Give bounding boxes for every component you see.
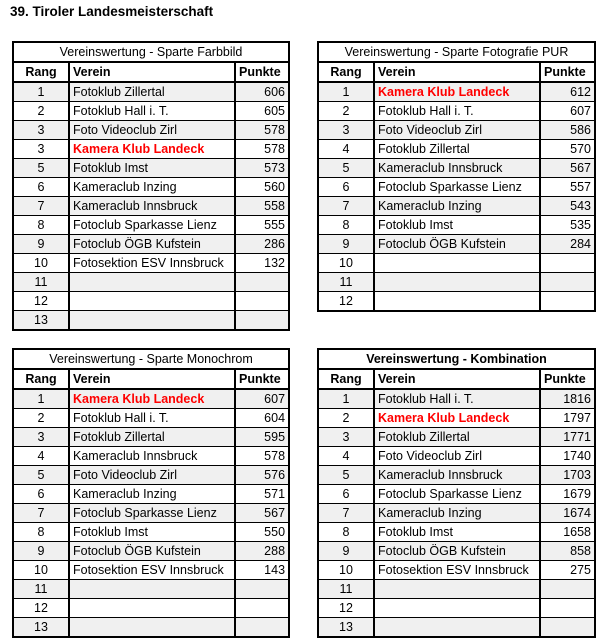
points-cell (235, 580, 289, 599)
rank-cell: 11 (13, 273, 69, 292)
table-row (318, 140, 595, 159)
points-cell: 595 (235, 428, 289, 447)
table-row (318, 409, 595, 428)
club-cell (374, 618, 540, 638)
rank-cell: 9 (13, 235, 69, 254)
rank-cell: 7 (318, 504, 374, 523)
club-cell: Kamera Klub Landeck (374, 82, 540, 102)
club-cell: Fotoclub Sparkasse Lienz (69, 504, 235, 523)
table-row (13, 466, 289, 485)
points-cell (235, 292, 289, 311)
rank-cell: 10 (13, 561, 69, 580)
club-cell: Foto Videoclub Zirl (374, 447, 540, 466)
table-row (13, 292, 289, 311)
column-header-rang: Rang (318, 62, 374, 82)
points-cell: 578 (235, 447, 289, 466)
rank-cell: 1 (13, 389, 69, 409)
club-cell: Kamera Klub Landeck (69, 140, 235, 159)
table-row (13, 523, 289, 542)
rank-cell: 12 (318, 599, 374, 618)
club-cell: Fotosektion ESV Innsbruck (69, 561, 235, 580)
points-cell (235, 618, 289, 638)
column-header-punkte: Punkte (540, 62, 595, 82)
table-row (13, 159, 289, 178)
rank-cell: 12 (13, 599, 69, 618)
points-cell: 570 (540, 140, 595, 159)
rank-cell: 5 (13, 466, 69, 485)
table-title: Vereinswertung - Sparte Farbbild (13, 42, 289, 62)
table-row (13, 409, 289, 428)
column-header-verein: Verein (374, 62, 540, 82)
points-cell (235, 311, 289, 331)
table-row (13, 82, 289, 102)
rank-cell: 2 (13, 409, 69, 428)
table-row (13, 178, 289, 197)
column-header-verein: Verein (374, 369, 540, 389)
table-title-row (318, 42, 595, 62)
rank-cell: 3 (13, 140, 69, 159)
club-cell: Kamera Klub Landeck (374, 409, 540, 428)
club-cell: Fotoklub Imst (69, 159, 235, 178)
club-cell: Kameraclub Inzing (69, 485, 235, 504)
club-cell: Fotoklub Zillertal (374, 428, 540, 447)
club-cell: Kameraclub Inzing (69, 178, 235, 197)
table-header-row (318, 62, 595, 82)
points-cell: 560 (235, 178, 289, 197)
points-cell: 607 (235, 389, 289, 409)
rank-cell: 1 (318, 82, 374, 102)
table-row (13, 121, 289, 140)
table-farbbild (12, 41, 290, 331)
table-row (13, 235, 289, 254)
table-row (318, 561, 595, 580)
club-cell: Foto Videoclub Zirl (69, 121, 235, 140)
rank-cell: 13 (13, 311, 69, 331)
club-cell: Fotoclub ÖGB Kufstein (69, 235, 235, 254)
page-title: 39. Tiroler Landesmeisterschaft (10, 4, 214, 19)
club-cell: Kameraclub Innsbruck (374, 159, 540, 178)
points-cell: 607 (540, 102, 595, 121)
rank-cell: 9 (318, 235, 374, 254)
points-cell (540, 618, 595, 638)
points-cell: 567 (235, 504, 289, 523)
table-row (13, 197, 289, 216)
points-cell (540, 273, 595, 292)
rank-cell: 2 (318, 102, 374, 121)
rank-cell: 3 (318, 428, 374, 447)
rank-cell: 6 (13, 178, 69, 197)
rank-cell: 3 (318, 121, 374, 140)
club-cell (69, 618, 235, 638)
club-cell: Fotosektion ESV Innsbruck (374, 561, 540, 580)
points-cell: 612 (540, 82, 595, 102)
club-cell: Fotoklub Zillertal (69, 82, 235, 102)
points-cell: 132 (235, 254, 289, 273)
points-cell: 571 (235, 485, 289, 504)
table-row (13, 428, 289, 447)
points-cell: 1674 (540, 504, 595, 523)
column-header-punkte: Punkte (540, 369, 595, 389)
points-cell: 284 (540, 235, 595, 254)
points-cell: 143 (235, 561, 289, 580)
club-cell (69, 599, 235, 618)
rank-cell: 4 (318, 447, 374, 466)
table-row (318, 542, 595, 561)
club-cell (374, 580, 540, 599)
rank-cell: 12 (318, 292, 374, 312)
rank-cell: 7 (13, 504, 69, 523)
rank-cell: 10 (318, 254, 374, 273)
points-cell: 275 (540, 561, 595, 580)
rank-cell: 8 (13, 216, 69, 235)
rank-cell: 7 (318, 197, 374, 216)
table-row (13, 485, 289, 504)
club-cell: Fotoklub Hall i. T. (374, 102, 540, 121)
points-cell: 1797 (540, 409, 595, 428)
table-row (318, 178, 595, 197)
table-header-row (318, 369, 595, 389)
table-row (13, 447, 289, 466)
points-cell: 288 (235, 542, 289, 561)
table-monochrom (12, 348, 290, 638)
rank-cell: 4 (318, 140, 374, 159)
club-cell: Fotoclub ÖGB Kufstein (374, 235, 540, 254)
column-header-punkte: Punkte (235, 62, 289, 82)
points-cell: 578 (235, 140, 289, 159)
table-row (13, 254, 289, 273)
table-row (318, 197, 595, 216)
points-cell: 557 (540, 178, 595, 197)
club-cell: Fotoklub Zillertal (69, 428, 235, 447)
points-cell: 578 (235, 121, 289, 140)
club-cell: Fotoclub Sparkasse Lienz (374, 485, 540, 504)
club-cell: Kameraclub Inzing (374, 197, 540, 216)
club-cell: Kameraclub Innsbruck (69, 447, 235, 466)
column-header-rang: Rang (318, 369, 374, 389)
rank-cell: 11 (318, 273, 374, 292)
table-row (13, 504, 289, 523)
table-row (13, 273, 289, 292)
table-row (318, 580, 595, 599)
club-cell: Fotoklub Hall i. T. (69, 102, 235, 121)
table-header-row (13, 62, 289, 82)
points-cell: 606 (235, 82, 289, 102)
table-row (13, 561, 289, 580)
points-cell (540, 599, 595, 618)
points-cell: 1816 (540, 389, 595, 409)
points-cell: 1679 (540, 485, 595, 504)
club-cell: Fotoklub Imst (69, 523, 235, 542)
table-title-row (13, 349, 289, 369)
table-row (318, 82, 595, 102)
rank-cell: 13 (318, 618, 374, 638)
club-cell: Fotoclub ÖGB Kufstein (69, 542, 235, 561)
points-cell (540, 580, 595, 599)
rank-cell: 4 (13, 447, 69, 466)
table-row (318, 292, 595, 312)
points-cell: 1703 (540, 466, 595, 485)
club-cell: Fotoclub Sparkasse Lienz (69, 216, 235, 235)
points-cell: 586 (540, 121, 595, 140)
rank-cell: 11 (13, 580, 69, 599)
table-row (318, 102, 595, 121)
points-cell: 604 (235, 409, 289, 428)
column-header-rang: Rang (13, 62, 69, 82)
club-cell: Fotosektion ESV Innsbruck (69, 254, 235, 273)
table-title: Vereinswertung - Sparte Monochrom (13, 349, 289, 369)
points-cell: 567 (540, 159, 595, 178)
column-header-punkte: Punkte (235, 369, 289, 389)
table-row (318, 447, 595, 466)
table-fotografie-pur (317, 41, 596, 312)
club-cell (374, 254, 540, 273)
club-cell (374, 292, 540, 312)
table-row (13, 140, 289, 159)
rank-cell: 5 (318, 466, 374, 485)
table-row (318, 599, 595, 618)
table-row (13, 311, 289, 331)
rank-cell: 3 (13, 428, 69, 447)
club-cell: Fotoclub Sparkasse Lienz (374, 178, 540, 197)
rank-cell: 3 (13, 121, 69, 140)
club-cell: Fotoklub Hall i. T. (374, 389, 540, 409)
column-header-rang: Rang (13, 369, 69, 389)
points-cell: 286 (235, 235, 289, 254)
table-row (318, 235, 595, 254)
points-cell: 535 (540, 216, 595, 235)
club-cell (374, 599, 540, 618)
rank-cell: 8 (13, 523, 69, 542)
rank-cell: 8 (318, 216, 374, 235)
club-cell: Kameraclub Inzing (374, 504, 540, 523)
table-row (13, 216, 289, 235)
club-cell (69, 580, 235, 599)
points-cell: 1658 (540, 523, 595, 542)
rank-cell: 12 (13, 292, 69, 311)
rank-cell: 8 (318, 523, 374, 542)
club-cell (374, 273, 540, 292)
points-cell (235, 273, 289, 292)
table-row (318, 121, 595, 140)
rank-cell: 9 (318, 542, 374, 561)
points-cell: 550 (235, 523, 289, 542)
club-cell: Fotoklub Imst (374, 523, 540, 542)
table-title: Vereinswertung - Sparte Fotografie PUR (318, 42, 595, 62)
rank-cell: 13 (13, 618, 69, 638)
column-header-verein: Verein (69, 62, 235, 82)
points-cell: 858 (540, 542, 595, 561)
table-row (13, 580, 289, 599)
rank-cell: 1 (318, 389, 374, 409)
rank-cell: 1 (13, 82, 69, 102)
points-cell: 1740 (540, 447, 595, 466)
points-cell (235, 599, 289, 618)
rank-cell: 10 (318, 561, 374, 580)
club-cell: Kameraclub Innsbruck (69, 197, 235, 216)
rank-cell: 6 (13, 485, 69, 504)
points-cell: 573 (235, 159, 289, 178)
points-cell: 558 (235, 197, 289, 216)
table-title: Vereinswertung - Kombination (318, 349, 595, 369)
club-cell: Kamera Klub Landeck (69, 389, 235, 409)
rank-cell: 2 (318, 409, 374, 428)
table-row (318, 273, 595, 292)
club-cell: Fotoclub ÖGB Kufstein (374, 542, 540, 561)
rank-cell: 6 (318, 178, 374, 197)
rank-cell: 6 (318, 485, 374, 504)
table-title-row (318, 349, 595, 369)
club-cell (69, 311, 235, 331)
table-row (13, 389, 289, 409)
points-cell: 1771 (540, 428, 595, 447)
table-row (318, 159, 595, 178)
club-cell: Fotoklub Hall i. T. (69, 409, 235, 428)
table-row (13, 599, 289, 618)
table-row (318, 618, 595, 638)
points-cell: 605 (235, 102, 289, 121)
club-cell: Fotoklub Zillertal (374, 140, 540, 159)
table-header-row (13, 369, 289, 389)
table-row (318, 216, 595, 235)
rank-cell: 7 (13, 197, 69, 216)
points-cell: 576 (235, 466, 289, 485)
table-row (13, 102, 289, 121)
club-cell: Fotoklub Imst (374, 216, 540, 235)
points-cell (540, 254, 595, 273)
table-row (318, 523, 595, 542)
table-row (13, 618, 289, 638)
club-cell (69, 292, 235, 311)
table-row (318, 504, 595, 523)
points-cell (540, 292, 595, 312)
club-cell: Kameraclub Innsbruck (374, 466, 540, 485)
rank-cell: 10 (13, 254, 69, 273)
rank-cell: 5 (13, 159, 69, 178)
rank-cell: 5 (318, 159, 374, 178)
club-cell (69, 273, 235, 292)
club-cell: Foto Videoclub Zirl (69, 466, 235, 485)
rank-cell: 2 (13, 102, 69, 121)
column-header-verein: Verein (69, 369, 235, 389)
table-title-row (13, 42, 289, 62)
table-row (318, 466, 595, 485)
table-row (318, 485, 595, 504)
table-row (13, 542, 289, 561)
club-cell: Foto Videoclub Zirl (374, 121, 540, 140)
table-row (318, 254, 595, 273)
points-cell: 555 (235, 216, 289, 235)
points-cell: 543 (540, 197, 595, 216)
table-kombination (317, 348, 596, 638)
table-row (318, 428, 595, 447)
table-row (318, 389, 595, 409)
rank-cell: 11 (318, 580, 374, 599)
rank-cell: 9 (13, 542, 69, 561)
